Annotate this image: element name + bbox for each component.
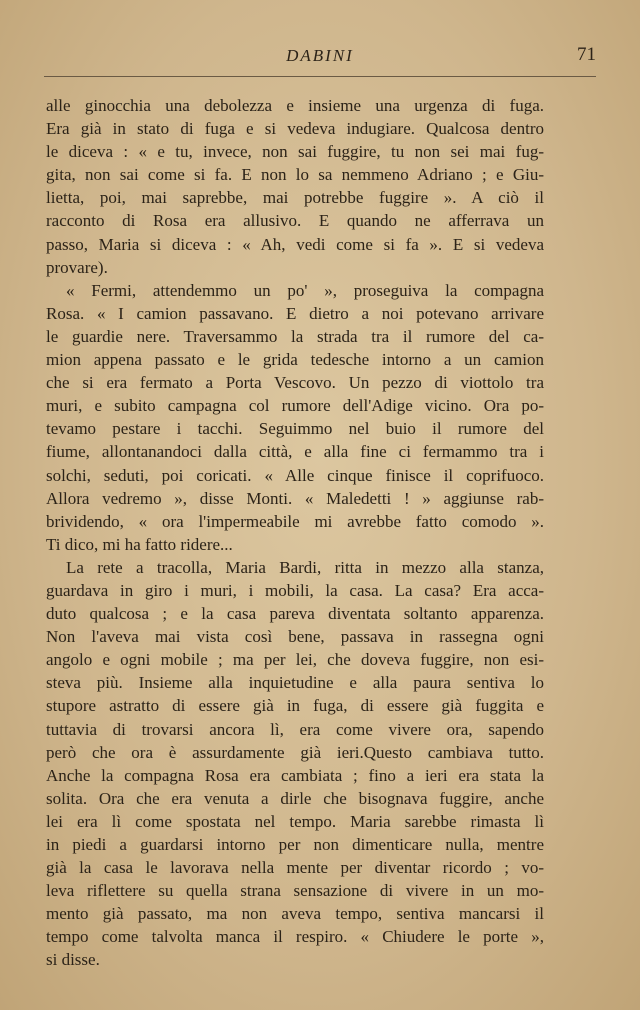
text-line: le guardie nere. Traversammo la strada tra il rumore del ca- — [46, 326, 544, 346]
text-line: Rosa. « I camion passavano. E dietro a noi potevano arrivare — [46, 303, 544, 323]
text-line: Anche la compagna Rosa era cambiata ; fino a ieri era stata la — [46, 765, 544, 785]
text-line: Ti dico, mi ha fatto ridere... — [46, 534, 233, 554]
text-line: che si era fermato a Porta Vescovo. Un pezzo di viottolo tra — [46, 373, 544, 393]
text-line: gita, non sai come si fa. E non lo sa nemmeno Adriano ; e Giu- — [46, 165, 544, 185]
page-number: 71 — [577, 44, 596, 65]
text-line: duto qualcosa ; e la casa pareva diventata soltanto apparenza. — [46, 604, 544, 624]
text-line: brividendo, « ora l'impermeabile mi avrebbe fatto comodo ». — [46, 511, 544, 531]
text-line: steva più. Insieme alla inquietudine e alla paura sentiva lo — [46, 673, 544, 693]
text-line: Allora vedremo », disse Monti. « Maledetti ! » aggiunse rab- — [46, 488, 544, 508]
text-line: già la casa le lavorava nella mente per diventar ricordo ; vo- — [46, 858, 544, 878]
text-line: solita. Ora che era venuta a dirle che bisognava fuggire, anche — [46, 788, 544, 808]
text-line: Era già in stato di fuga e si vedeva indugiare. Qualcosa dentro — [46, 119, 544, 139]
text-line: fiume, allontanandoci dalla città, e alla fine ci fermammo tra i — [46, 442, 544, 462]
text-line: « Fermi, attendemmo un po' », proseguiva la compagna — [66, 280, 544, 300]
running-header — [44, 40, 596, 77]
text-line: lei era lì come spostata nel tempo. Maria sarebbe rimasta lì — [46, 811, 544, 831]
text-line: Non l'aveva mai vista così bene, passava in rassegna ogni — [46, 627, 544, 647]
text-line: leva riflettere su quella strana sensazione di vivere in un mo- — [46, 881, 544, 901]
text-line: tevamo pestare i tacchi. Seguimmo nel buio il rumore del — [46, 419, 544, 439]
text-line: passo, Maria si diceva : « Ah, vedi come si fa ». E si vedeva — [46, 234, 544, 254]
text-line: tuttavia di trovarsi ancora lì, era come vivere ora, sapendo — [46, 719, 544, 739]
text-line: La rete a tracolla, Maria Bardi, ritta in mezzo alla stanza, — [66, 557, 544, 577]
text-line: angolo e ogni mobile ; ma per lei, che doveva fuggire, non esi- — [46, 650, 544, 670]
text-line: solchi, seduti, poi coricati. « Alle cinque finisce il coprifuoco. — [46, 465, 544, 485]
text-line: in piedi a guardarsi intorno per non dimenticare nulla, mentre — [46, 835, 544, 854]
body-text — [46, 94, 544, 972]
text-line: tempo come talvolta manca il respiro. « Chiudere le porte », — [46, 927, 544, 947]
text-line: muri, e subito campagna col rumore dell'Adige vicino. Ora po- — [46, 396, 544, 416]
text-line: provare). — [46, 257, 108, 277]
text-line: stupore astratto di essere già in fuga, di essere già fuggita e — [46, 696, 544, 716]
text-line: si disse. — [46, 950, 100, 970]
text-line: racconto di Rosa era allusivo. E quando ne afferrava un — [46, 211, 544, 231]
text-line: mion appena passato e le grida tedesche intorno a un camion — [46, 350, 544, 370]
text-line: alle ginocchia una debolezza e insieme una urgenza di fuga. — [46, 96, 544, 115]
text-line: però che ora è assurdamente già ieri.Questo cambiava tutto. — [46, 742, 544, 762]
text-line: le diceva : « e tu, invece, non sai fuggire, tu non sei mai fug- — [46, 142, 544, 162]
text-line: mento già passato, ma non aveva tempo, sentiva mancarsi il — [46, 904, 544, 924]
text-line: guardava in giro i muri, i mobili, la casa. La casa? Era acca- — [46, 580, 544, 600]
running-title: DABINI — [286, 46, 354, 65]
text-line: lietta, poi, mai saprebbe, mai potrebbe fuggire ». A ciò il — [46, 188, 544, 208]
